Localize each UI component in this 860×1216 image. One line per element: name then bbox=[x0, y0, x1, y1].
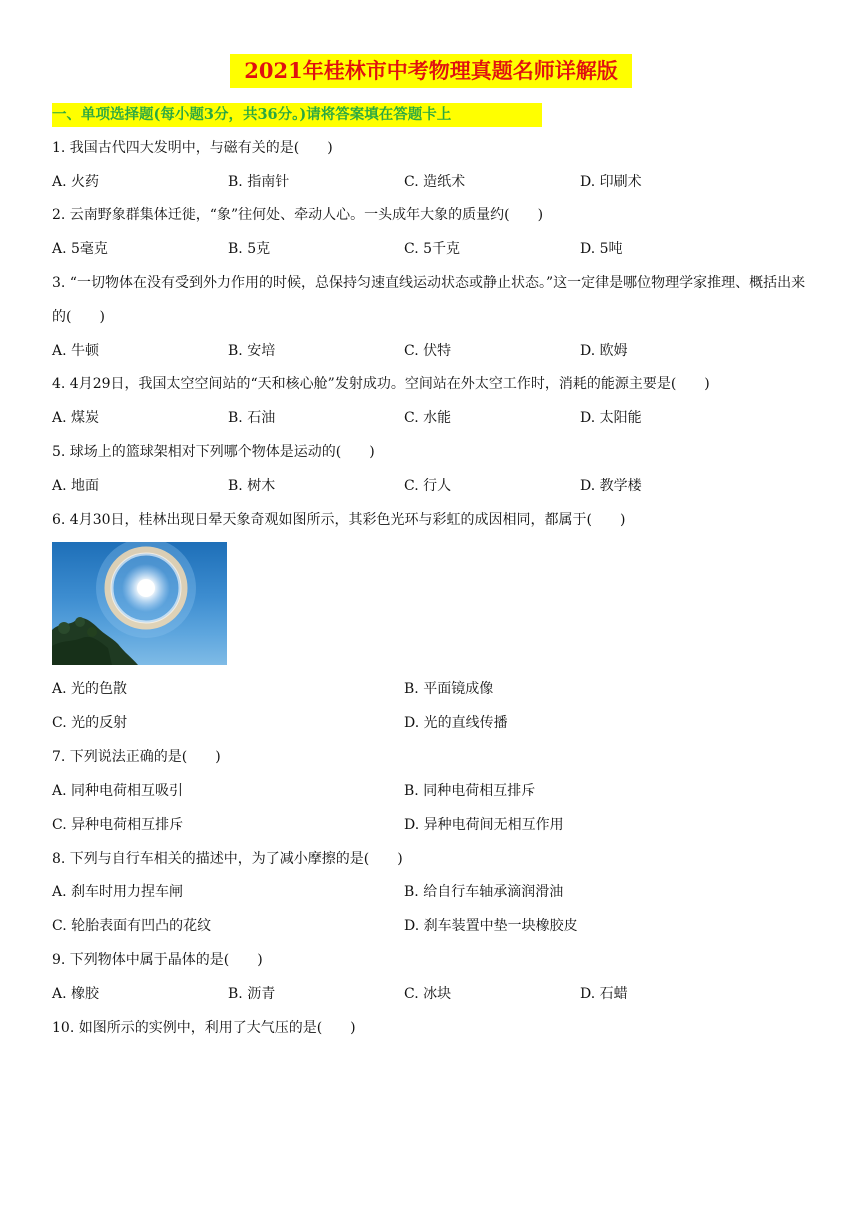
q6-option-c: C. 光的反射 bbox=[52, 715, 128, 731]
q8-option-c: C. 轮胎表面有凹凸的花纹 bbox=[52, 918, 212, 934]
q5-option-b: B. 树木 bbox=[228, 478, 276, 494]
question-7-stem: 7. 下列说法正确的是( ) bbox=[52, 749, 221, 765]
q1-option-d: D. 印刷术 bbox=[580, 174, 642, 190]
q7-option-d: D. 异种电荷间无相互作用 bbox=[404, 817, 564, 833]
q2-option-d: D. 5吨 bbox=[580, 241, 623, 257]
question-4-stem: 4. 4月29日，我国太空空间站的“天和核心舱”发射成功。空间站在外太空工作时，消耗的能源主要是( ) bbox=[52, 376, 710, 392]
q4-option-d: D. 太阳能 bbox=[580, 410, 642, 426]
question-6-stem: 6. 4月30日，桂林出现日晕天象奇观如图所示，其彩色光环与彩虹的成因相同，都属于( ) bbox=[52, 512, 626, 528]
q4-option-a: A. 煤炭 bbox=[52, 410, 100, 426]
q2-option-c: C. 5千克 bbox=[404, 241, 461, 257]
q9-option-a: A. 橡胶 bbox=[52, 986, 100, 1002]
q5-option-c: C. 行人 bbox=[404, 478, 452, 494]
q3-option-b: B. 安培 bbox=[228, 343, 276, 359]
q7-option-c: C. 异种电荷相互排斥 bbox=[52, 817, 184, 833]
q9-option-c: C. 冰块 bbox=[404, 986, 452, 1002]
q3-option-c: C. 伏特 bbox=[404, 343, 452, 359]
q2-option-b: B. 5克 bbox=[228, 241, 271, 257]
q1-option-c: C. 造纸术 bbox=[404, 174, 466, 190]
q1-option-b: B. 指南针 bbox=[228, 174, 290, 190]
q6-option-b: B. 平面镜成像 bbox=[404, 681, 494, 697]
q7-option-a: A. 同种电荷相互吸引 bbox=[52, 783, 184, 799]
sun-halo-photo bbox=[52, 542, 227, 665]
q8-option-d: D. 刹车装置中垫一块橡胶皮 bbox=[404, 918, 578, 934]
question-10-stem: 10. 如图所示的实例中，利用了大气压的是( ) bbox=[52, 1020, 356, 1036]
question-5-stem: 5. 球场上的篮球架相对下列哪个物体是运动的( ) bbox=[52, 444, 375, 460]
q8-option-a: A. 刹车时用力捏车闸 bbox=[52, 884, 184, 900]
q9-option-d: D. 石蜡 bbox=[580, 986, 628, 1002]
question-1-stem: 1. 我国古代四大发明中，与磁有关的是( ) bbox=[52, 140, 333, 156]
q5-option-a: A. 地面 bbox=[52, 478, 100, 494]
q5-option-d: D. 教学楼 bbox=[580, 478, 642, 494]
q1-option-a: A. 火药 bbox=[52, 174, 100, 190]
page-title: 2021年桂林市中考物理真题名师详解版 bbox=[230, 54, 632, 88]
q3-option-d: D. 欧姆 bbox=[580, 343, 628, 359]
question-3-stem: 3. “一切物体在没有受到外力作用的时候，总保持匀速直线运动状态或静止状态。”这一定律是哪位物理学家推理、概括出来的( ) bbox=[52, 275, 806, 325]
q6-option-d: D. 光的直线传播 bbox=[404, 715, 508, 731]
q4-option-c: C. 水能 bbox=[404, 410, 452, 426]
q8-option-b: B. 给自行车轴承滴润滑油 bbox=[404, 884, 564, 900]
q9-option-b: B. 沥青 bbox=[228, 986, 276, 1002]
section-heading: 一、单项选择题(每小题3分，共36分。)请将答案填在答题卡上 bbox=[52, 103, 542, 127]
question-2-stem: 2. 云南野象群集体迁徙，“象”往何处、牵动人心。一头成年大象的质量约( ) bbox=[52, 207, 544, 223]
q3-option-a: A. 牛顿 bbox=[52, 343, 100, 359]
q2-option-a: A. 5毫克 bbox=[52, 241, 108, 257]
q6-option-a: A. 光的色散 bbox=[52, 681, 128, 697]
q7-option-b: B. 同种电荷相互排斥 bbox=[404, 783, 536, 799]
question-8-stem: 8. 下列与自行车相关的描述中，为了减小摩擦的是( ) bbox=[52, 851, 403, 867]
question-9-stem: 9. 下列物体中属于晶体的是( ) bbox=[52, 952, 263, 968]
q4-option-b: B. 石油 bbox=[228, 410, 276, 426]
